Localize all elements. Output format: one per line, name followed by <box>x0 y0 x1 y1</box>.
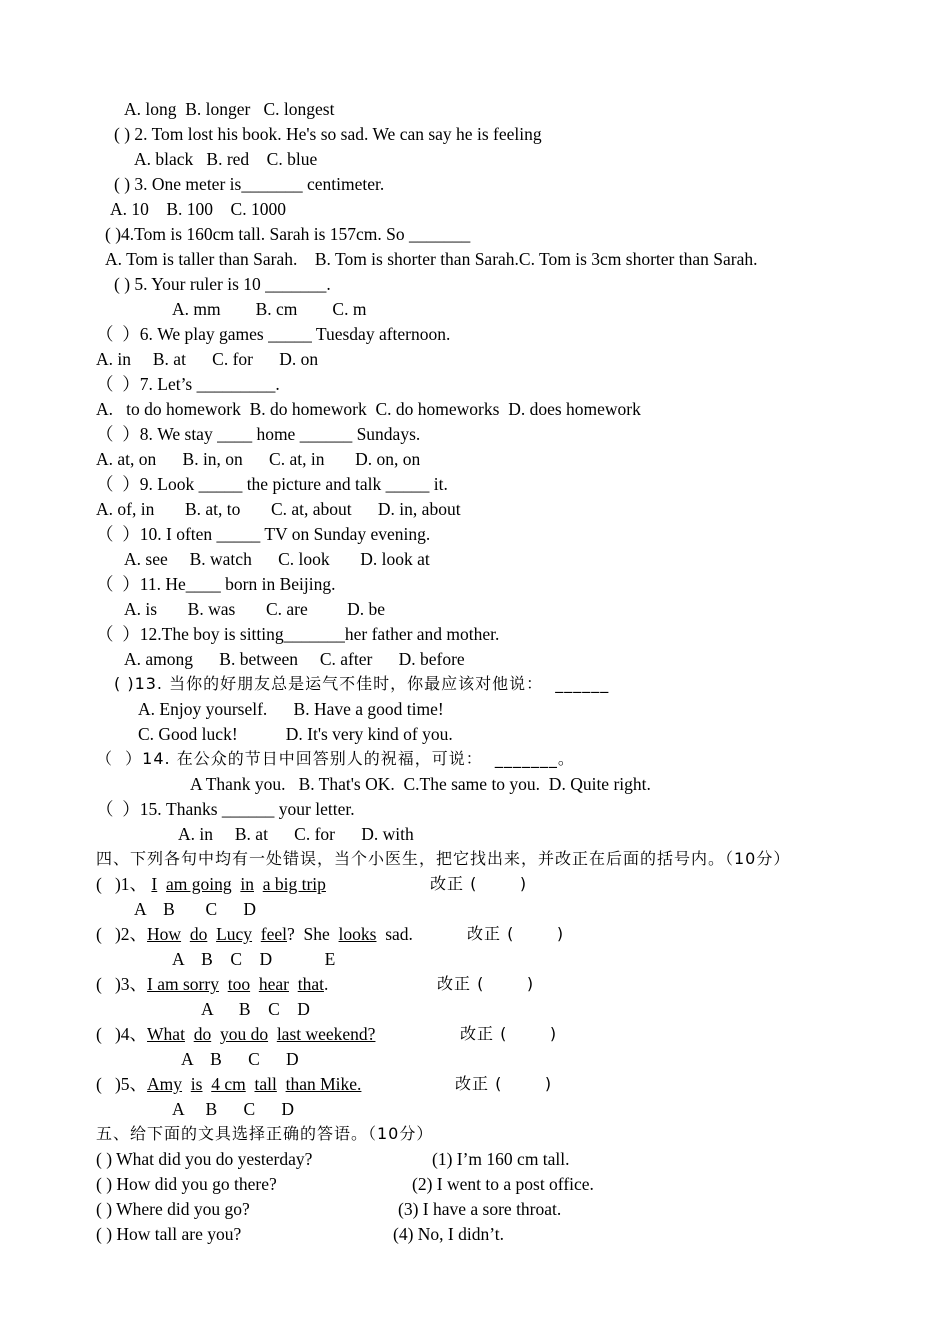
s5-answer-4: (4) No, I didn’t. <box>393 1224 504 1244</box>
q11-options: A. is B. was C. are D. be <box>124 599 386 619</box>
s4-q1-part-b: am going <box>165 874 232 894</box>
s4-q3 <box>96 974 328 994</box>
s4-q1-part-d: a big trip <box>262 874 326 894</box>
q12-options: A. among B. between C. after D. before <box>124 649 465 669</box>
q8-question: （ ）8. We stay ____ home ______ Sundays. <box>96 424 421 444</box>
q13-options-2: C. Good luck! D. It's very kind of you. <box>138 724 453 744</box>
s4-q2-correction: 改正 ( ) <box>467 924 565 943</box>
q12-question: （ ）12.The boy is sitting_______her father and mother. <box>96 624 500 644</box>
s4-q4-letters: A B C D <box>181 1049 299 1069</box>
s5-question-2: ( ) How did you go there? <box>96 1174 277 1194</box>
s4-q3-part-d: that <box>297 974 324 994</box>
s4-q1-part-a: I <box>151 874 158 894</box>
s5-answer-1: (1) I’m 160 cm tall. <box>432 1149 570 1169</box>
s4-q3-end: . <box>323 974 329 994</box>
s5-answer-3: (3) I have a sore throat. <box>398 1199 562 1219</box>
s4-q4-part-d: last weekend? <box>276 1024 376 1044</box>
s4-q5-part-c: 4 cm <box>211 1074 246 1094</box>
q13-question: ( )13. 当你的好朋友总是运气不佳时，你最应该对他说： ______ <box>114 674 610 693</box>
s4-q1-prefix: ( )1、 <box>96 874 148 894</box>
q5-question: ( ) 5. Your ruler is 10 _______. <box>114 274 331 294</box>
q10-options: A. see B. watch C. look D. look at <box>124 549 430 569</box>
q9-question: （ ）9. Look _____ the picture and talk _____ it. <box>96 474 448 494</box>
s4-q2-letters: A B C D E <box>172 949 336 969</box>
s4-q3-prefix: ( )3、 <box>96 974 148 994</box>
s4-q3-correction: 改正 ( ) <box>437 974 535 993</box>
q1-options: A. long B. longer C. longest <box>124 99 335 119</box>
s4-q1-correction: 改正 ( ) <box>430 874 528 893</box>
q13-options: A. Enjoy yourself. B. Have a good time! <box>138 699 444 719</box>
s5-question-4: ( ) How tall are you? <box>96 1224 242 1244</box>
s4-q4-part-a: What <box>147 1024 185 1044</box>
s4-q4-correction: 改正 ( ) <box>460 1024 558 1043</box>
q3-question: ( ) 3. One meter is_______ centimeter. <box>114 174 385 194</box>
s4-q4 <box>96 1024 375 1044</box>
s4-q1-part-c: in <box>240 874 254 894</box>
section4-heading: 四、下列各句中均有一处错误，当个小医生，把它找出来，并改正在后面的括号内。（10分） <box>96 849 791 868</box>
q15-options: A. in B. at C. for D. with <box>178 824 414 844</box>
q2-question: ( ) 2. Tom lost his book. He's so sad. We can say he is feeling <box>114 124 542 144</box>
q6-question: （ ）6. We play games _____ Tuesday afternoon. <box>96 324 451 344</box>
s4-q2-part-b: do <box>189 924 208 944</box>
s4-q2-part-c: Lucy <box>216 924 253 944</box>
q9-options: A. of, in B. at, to C. at, about D. in, about <box>96 499 461 519</box>
s4-q5-part-b: is <box>190 1074 203 1094</box>
s4-q2 <box>96 924 413 944</box>
s4-q5-correction: 改正 ( ) <box>455 1074 553 1093</box>
q4-options: A. Tom is taller than Sarah. B. Tom is shorter than Sarah.C. Tom is 3cm shorter than Sarah. <box>105 249 758 269</box>
s4-q5-prefix: ( )5、 <box>96 1074 148 1094</box>
s4-q5-letters: A B C D <box>172 1099 295 1119</box>
q3-options: A. 10 B. 100 C. 1000 <box>110 199 286 219</box>
section5-heading: 五、给下面的文具选择正确的答语。（10分） <box>96 1124 434 1143</box>
q8-options: A. at, on B. in, on C. at, in D. on, on <box>96 449 421 469</box>
s4-q3-part-a: I am sorry <box>147 974 219 994</box>
s4-q2-end: sad. <box>385 924 413 944</box>
q11-question: （ ）11. He____ born in Beijing. <box>96 574 336 594</box>
s4-q2-prefix: ( )2、 <box>96 924 148 944</box>
s4-q1-letters: A B C D <box>134 899 257 919</box>
s4-q4-prefix: ( )4、 <box>96 1024 148 1044</box>
s4-q2-part-d: feel <box>260 924 288 944</box>
s4-q3-part-c: hear <box>258 974 289 994</box>
s4-q2-mid: ? She <box>287 924 330 944</box>
q2-options: A. black B. red C. blue <box>134 149 318 169</box>
q15-question: （ ）15. Thanks ______ your letter. <box>96 799 355 819</box>
q14-question: （ ）14. 在公众的节日中回答别人的祝福，可说： _______。 <box>96 749 575 768</box>
s5-question-1: ( ) What did you do yesterday? <box>96 1149 313 1169</box>
s4-q4-part-b: do <box>193 1024 212 1044</box>
s4-q5-part-e: than Mike. <box>285 1074 362 1094</box>
s4-q5 <box>96 1074 361 1094</box>
s4-q1 <box>96 874 326 894</box>
s4-q3-part-b: too <box>227 974 251 994</box>
s4-q2-part-a: How <box>147 924 182 944</box>
q6-options: A. in B. at C. for D. on <box>96 349 319 369</box>
q7-question: （ ）7. Let’s _________. <box>96 374 280 394</box>
q5-options: A. mm B. cm C. m <box>172 299 367 319</box>
s4-q4-part-c: you do <box>219 1024 269 1044</box>
s4-q5-part-a: Amy <box>147 1074 183 1094</box>
q14-options: A Thank you. B. That's OK. C.The same to you. D. Quite right. <box>190 774 651 794</box>
s4-q2-part-e: looks <box>338 924 377 944</box>
q7-options: A. to do homework B. do homework C. do homeworks D. does homework <box>96 399 641 419</box>
s5-answer-2: (2) I went to a post office. <box>412 1174 594 1194</box>
s4-q5-part-d: tall <box>254 1074 277 1094</box>
q10-question: （ ）10. I often _____ TV on Sunday evening. <box>96 524 431 544</box>
q4-question: ( )4.Tom is 160cm tall. Sarah is 157cm. So _______ <box>105 224 471 244</box>
s4-q3-letters: A B C D <box>201 999 310 1019</box>
s5-question-3: ( ) Where did you go? <box>96 1199 250 1219</box>
